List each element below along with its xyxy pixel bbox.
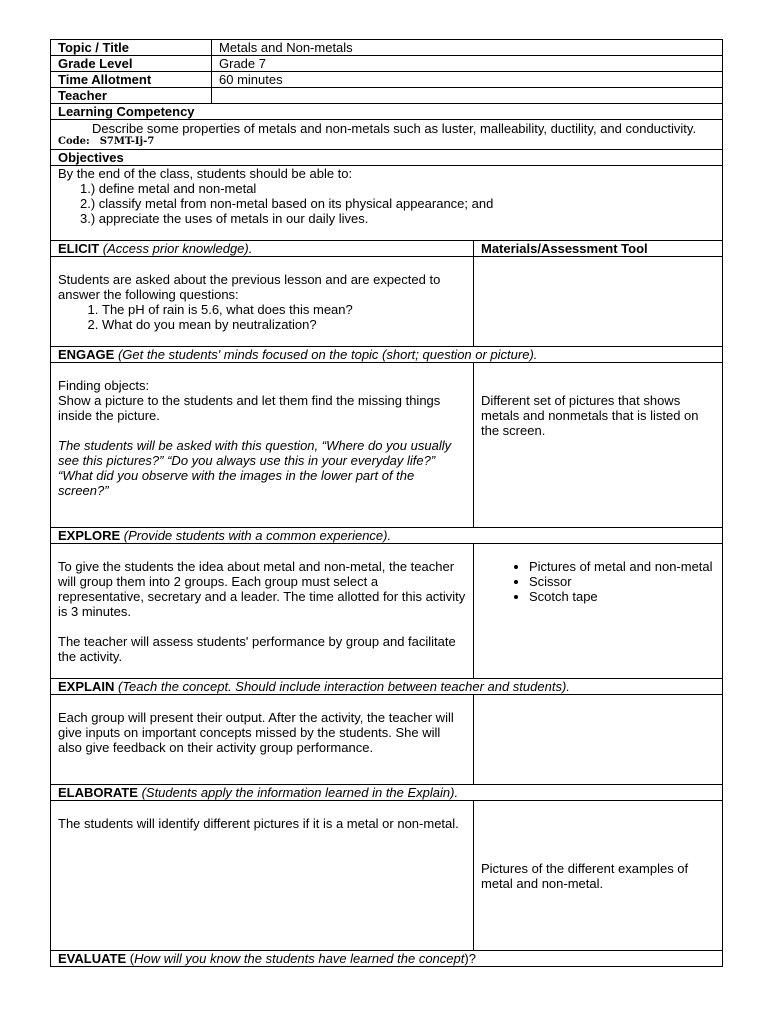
explore-title [51, 528, 723, 544]
row-explore-body [51, 544, 723, 679]
grade-value: Grade 7 [212, 56, 723, 72]
engage-italic1: The students will be asked with this question, “Where do you usually see this pictures?” “Do you always use this in your everyday life?” [58, 438, 452, 468]
elicit-title [51, 241, 474, 257]
row-topic [51, 40, 723, 56]
objective-item: 2.) classify metal from non-metal based on its physical appearance; and [80, 196, 494, 211]
row-explore-title [51, 528, 723, 544]
row-competency-body [51, 120, 723, 150]
row-engage-body [51, 363, 723, 528]
elicit-question: 1. The pH of rain is 5.6, what does this mean? [102, 302, 466, 317]
explain-desc: (Teach the concept. Should include interaction between teacher and students). [117, 679, 570, 694]
time-label: Time Allotment [51, 72, 212, 88]
competency-code [58, 136, 715, 148]
elicit-question: 2. What do you mean by neutralization? [102, 317, 466, 332]
row-objectives-body [51, 166, 723, 241]
engage-name: ENGAGE [58, 347, 115, 362]
evaluate-desc: How will you know the students have learned the concept [134, 951, 465, 966]
competency-label: Learning Competency [51, 104, 723, 120]
elicit-materials-cell [474, 257, 723, 347]
teacher-label: Teacher [51, 88, 212, 104]
explore-material-item: • Scotch tape [529, 589, 715, 604]
evaluate-desc-close: )? [464, 951, 476, 966]
elaborate-cell [51, 801, 474, 951]
engage-cell [51, 363, 474, 528]
elicit-cell [51, 257, 474, 347]
elicit-name: ELICIT [58, 241, 100, 256]
topic-label: Topic / Title [51, 40, 212, 56]
explain-cell [51, 695, 474, 785]
elaborate-title [51, 785, 723, 801]
explore-para2: The teacher will assess students' performance by group and facilitate the activity. [58, 634, 456, 664]
evaluate-name: EVALUATE [58, 951, 127, 966]
engage-material: Different set of pictures that shows metals and nonmetals that is listed on the screen. [481, 393, 699, 438]
row-elicit-title [51, 241, 723, 257]
teacher-value [212, 88, 723, 104]
explore-desc: (Provide students with a common experience). [123, 528, 392, 543]
materials-header: Materials/Assessment Tool [474, 241, 723, 257]
explain-text: Each group will present their output. After the activity, the teacher will give inputs on important concepts missed by the students. She will also give feedback on their activity group performance. [58, 710, 454, 755]
grade-label: Grade Level [51, 56, 212, 72]
explore-materials-list [481, 559, 715, 604]
explain-name: EXPLAIN [58, 679, 115, 694]
row-engage-title [51, 347, 723, 363]
code-label: Code: [58, 136, 90, 147]
objectives-cell [51, 166, 723, 241]
row-objectives-title [51, 150, 723, 166]
objectives-intro: By the end of the class, students should be able to: [58, 166, 353, 181]
explore-para1: To give the students the idea about metal and non-metal, the teacher will group them into 2 groups. Each group must select a representative, secretary and a leader. The time allotted for this activity is 3 minutes. [58, 559, 466, 619]
elicit-questions [58, 302, 466, 332]
elaborate-materials-cell [474, 801, 723, 951]
objective-item: 3.) appreciate the uses of metals in our daily lives. [80, 211, 369, 226]
objective-item: 1.) define metal and non-metal [80, 181, 257, 196]
row-explain-title [51, 679, 723, 695]
row-explain-body [51, 695, 723, 785]
engage-line1: Finding objects: [58, 378, 150, 393]
row-elicit-body [51, 257, 723, 347]
explore-cell [51, 544, 474, 679]
competency-cell [51, 120, 723, 150]
evaluate-desc-open: ( [129, 951, 135, 966]
engage-materials-cell [474, 363, 723, 528]
lesson-plan-document [50, 39, 722, 967]
engage-title [51, 347, 723, 363]
elaborate-material: Pictures of the different examples of metal and non-metal. [481, 861, 689, 891]
time-value: 60 minutes [212, 72, 723, 88]
objectives-list [58, 181, 715, 226]
row-competency-title [51, 104, 723, 120]
explore-material-item: • Scissor [529, 574, 715, 589]
explore-name: EXPLORE [58, 528, 121, 543]
competency-text: Describe some properties of metals and non-metals such as luster, malleability, ductility, and conductivity. [92, 121, 697, 136]
code-value: S7MT-Ij-7 [99, 136, 155, 147]
explore-materials-cell [474, 544, 723, 679]
explain-title [51, 679, 723, 695]
row-elaborate-body [51, 801, 723, 951]
explain-materials-cell [474, 695, 723, 785]
row-elaborate-title [51, 785, 723, 801]
lesson-plan-table [50, 39, 723, 967]
elicit-intro: Students are asked about the previous lesson and are expected to answer the following questions: [58, 272, 441, 302]
row-grade [51, 56, 723, 72]
row-time [51, 72, 723, 88]
evaluate-title [51, 951, 723, 967]
engage-italic2: “What did you observe with the images in the lower part of the screen?” [58, 468, 415, 498]
topic-value: Metals and Non-metals [212, 40, 723, 56]
engage-desc: (Get the students' minds focused on the topic (short; question or picture). [117, 347, 538, 362]
explore-material-item: • Pictures of metal and non-metal [529, 559, 715, 574]
elaborate-name: ELABORATE [58, 785, 138, 800]
row-evaluate-title [51, 951, 723, 967]
elaborate-text: The students will identify different pictures if it is a metal or non-metal. [58, 816, 459, 831]
engage-line2: Show a picture to the students and let them find the missing things inside the picture. [58, 393, 441, 423]
elaborate-desc: (Students apply the information learned in the Explain). [141, 785, 459, 800]
elicit-desc: (Access prior knowledge). [102, 241, 253, 256]
row-teacher [51, 88, 723, 104]
objectives-label: Objectives [51, 150, 723, 166]
